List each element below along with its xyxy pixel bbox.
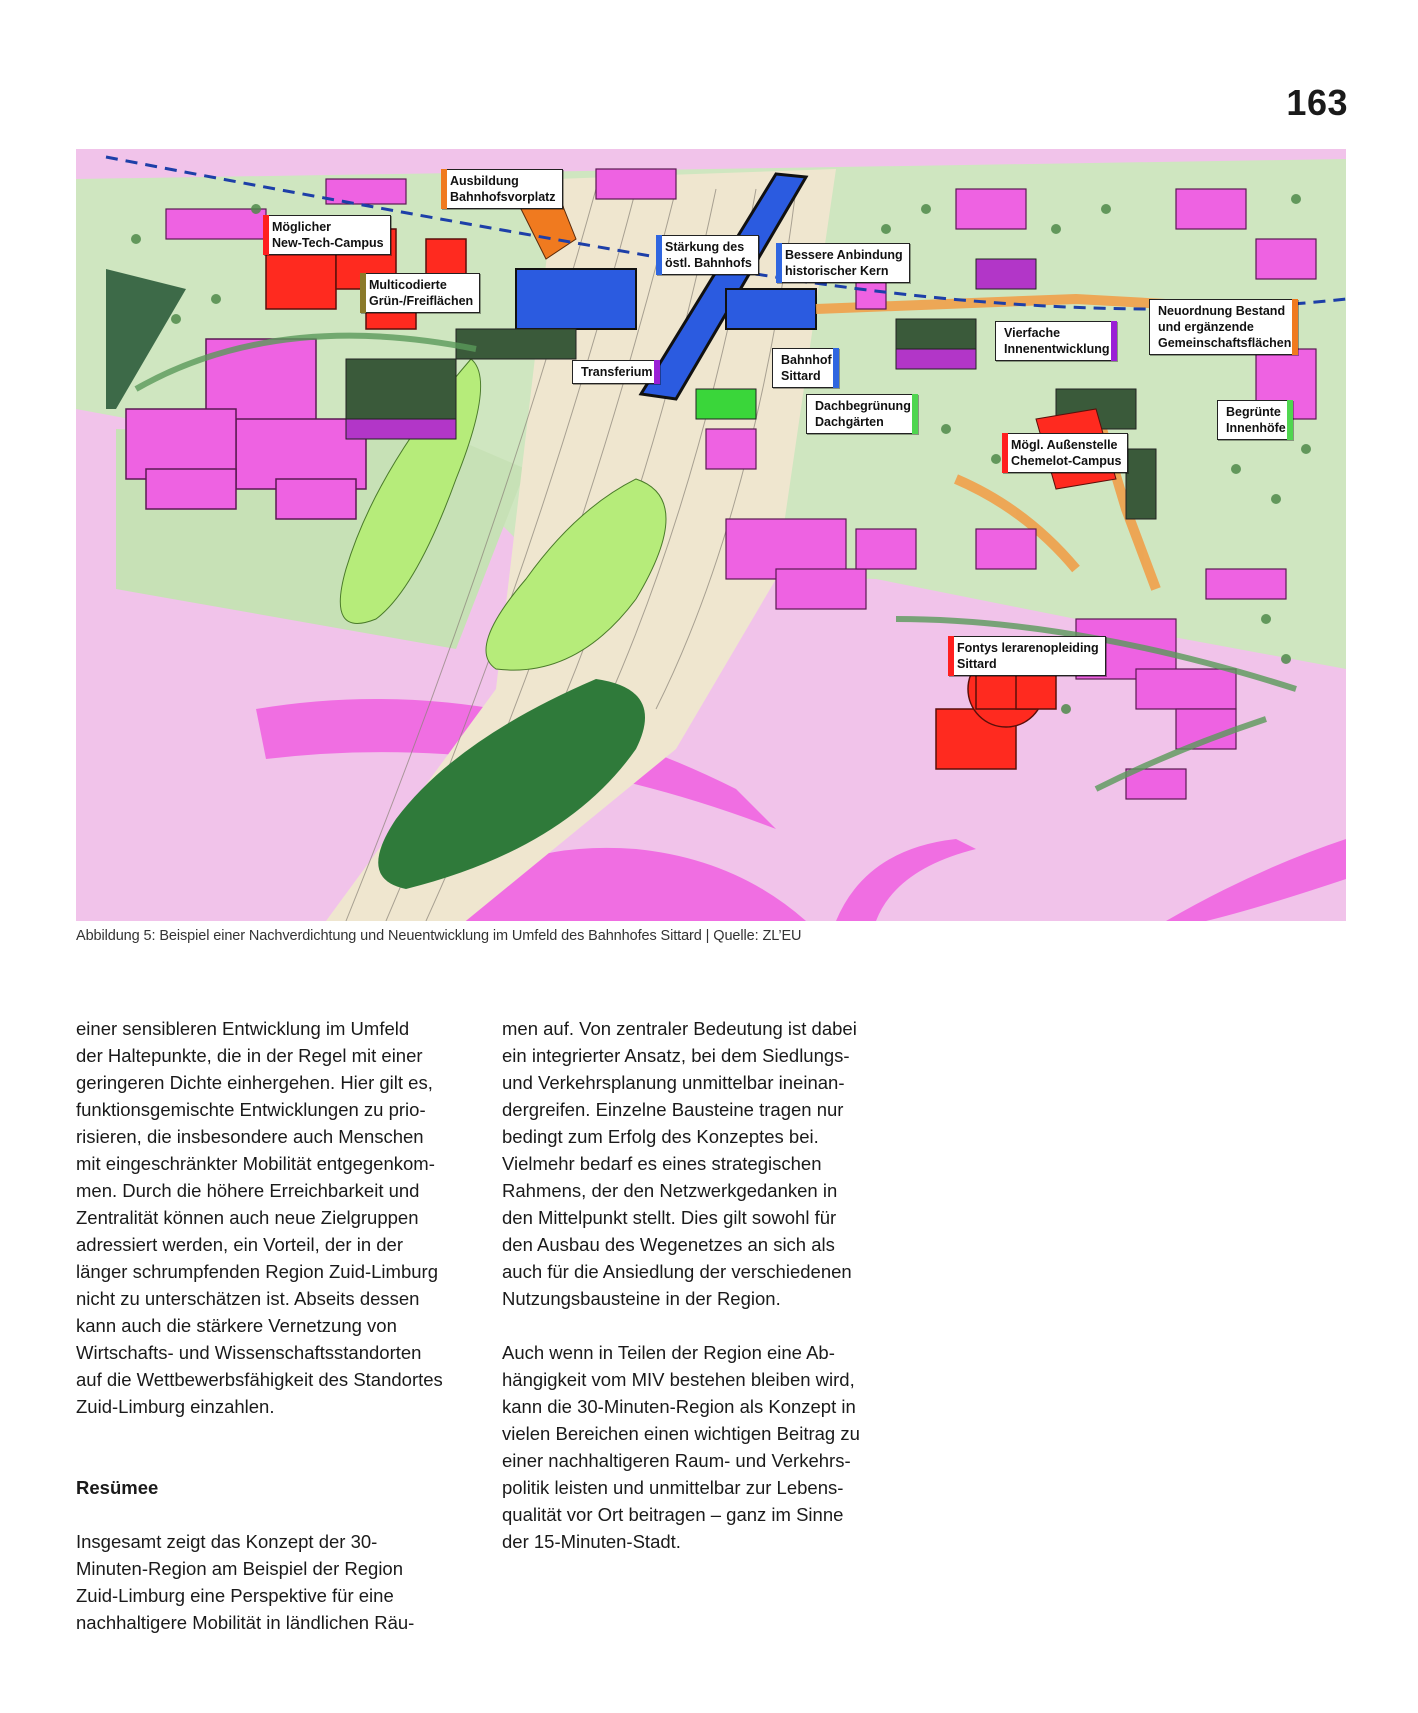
figure-caption: Abbildung 5: Beispiel einer Nachverdichtung und Neuentwicklung im Umfeld des Bahnhofes Sittard | Quelle: ZL’EU <box>76 928 802 944</box>
section-heading: Resümee <box>76 1477 159 1498</box>
callout-label: Neuordnung Bestand und ergänzende Gemeinschaftsflächen <box>1158 304 1292 350</box>
site-plan-figure <box>76 149 1346 921</box>
callout-bar <box>948 636 954 676</box>
callout-label: Begrünte Innenhöfe <box>1226 405 1286 435</box>
callout-new-tech-campus <box>263 215 391 255</box>
paragraph: Insgesamt zeigt das Konzept der 30- Minuten-Region am Beispiel der Region Zuid-Limburg eine Perspektive für eine nachhaltigere Mobilität in ländlichen Räu- <box>76 1531 415 1633</box>
callout-dachbegruenung <box>806 394 918 434</box>
callout-label: Stärkung des östl. Bahnhofs <box>665 240 752 270</box>
paragraph: einer sensibleren Entwicklung im Umfeld der Haltepunkte, die in der Regel mit einer geringeren Dichte einhergehen. Hier gilt es, funktionsgemischte Entwicklungen zu prio- risieren, die insbesondere auch Menschen mit eingeschränkter Mobilität entgegenkom- men. Durch die höhere Erreichbarkeit und Zentralität können auch neue Zielgruppen adressiert werden, ein Vorteil, der in der länger schrumpfenden Region Zuid-Limburg nicht zu unterschätzen ist. Abseits dessen kann auch die stärkere Vernetzung von Wirtschafts- und Wissenschaftsstandorten auf die Wettbewerbsfähigkeit des Standortes Zuid-Limburg einzahlen. <box>76 1018 443 1417</box>
callout-neuordnung <box>1149 299 1298 355</box>
callout-label: Vierfache Innenentwicklung <box>1004 326 1110 356</box>
callout-label: Multicodierte Grün-/Freiflächen <box>369 278 474 308</box>
text-column-left <box>76 1015 496 1636</box>
callout-bar <box>1287 400 1293 440</box>
callout-label: Fontys lerarenopleiding Sittard <box>957 641 1099 671</box>
callout-bar <box>1111 321 1117 361</box>
callout-label: Bahnhof Sittard <box>781 353 832 383</box>
callout-bar <box>776 243 782 283</box>
callout-label: Dachbegrünung Dachgärten <box>815 399 911 429</box>
callout-anbindung <box>776 243 910 283</box>
callout-label: Transferium <box>581 365 653 379</box>
callout-bar <box>654 360 660 384</box>
callout-staerkung <box>656 235 759 275</box>
callout-vierfache <box>995 321 1117 361</box>
paragraph: men auf. Von zentraler Bedeutung ist dabei ein integrierter Ansatz, bei dem Siedlungs- und Verkehrsplanung unmittelbar ineinan- dergreifen. Einzelne Bausteine tragen nur bedingt zum Erfolg des Konzeptes bei. Vielmehr bedarf es eines strategischen Rahmens, der den Netzwerkgedanken in den Mittelpunkt stellt. Dies gilt sowohl für den Ausbau des Wegenetzes an sich als auch für die Ansiedlung der verschiedenen Nutzungsbausteine in der Region. <box>502 1018 857 1309</box>
callout-label: Mögl. Außenstelle Chemelot-Campus <box>1011 438 1122 468</box>
callout-label: Bessere Anbindung historischer Kern <box>785 248 903 278</box>
paragraph: Auch wenn in Teilen der Region eine Ab- hängigkeit vom MIV bestehen bleiben wird, kann die 30-Minuten-Region als Konzept in vielen Bereichen einen wichtigen Beitrag zu einer nachhaltigeren Raum- und Verkehrs- politik leisten und unmittelbar zur Lebens- qualität vor Ort beitragen – ganz im Sinne der 15-Minuten-Stadt. <box>502 1342 860 1552</box>
callout-transferium <box>572 360 660 384</box>
page-number: 163 <box>1286 82 1348 123</box>
callout-bar <box>1002 433 1008 473</box>
text-column-right <box>502 1015 922 1555</box>
callout-bar <box>912 394 918 434</box>
callout-ausbildung <box>441 169 563 209</box>
callout-fontys <box>948 636 1106 676</box>
callout-bahnhof <box>772 348 839 388</box>
callout-bar <box>441 169 447 209</box>
callout-label: Möglicher New-Tech-Campus <box>272 220 384 250</box>
callout-bar <box>360 273 366 313</box>
callout-innenhoefe <box>1217 400 1293 440</box>
callout-bar <box>263 215 269 255</box>
callout-bar <box>1292 299 1298 355</box>
callout-bar <box>833 348 839 388</box>
callout-aussenstelle <box>1002 433 1128 473</box>
callout-label: Ausbildung Bahnhofsvorplatz <box>450 174 556 204</box>
callout-multicodiert <box>360 273 480 313</box>
callout-bar <box>656 235 662 275</box>
